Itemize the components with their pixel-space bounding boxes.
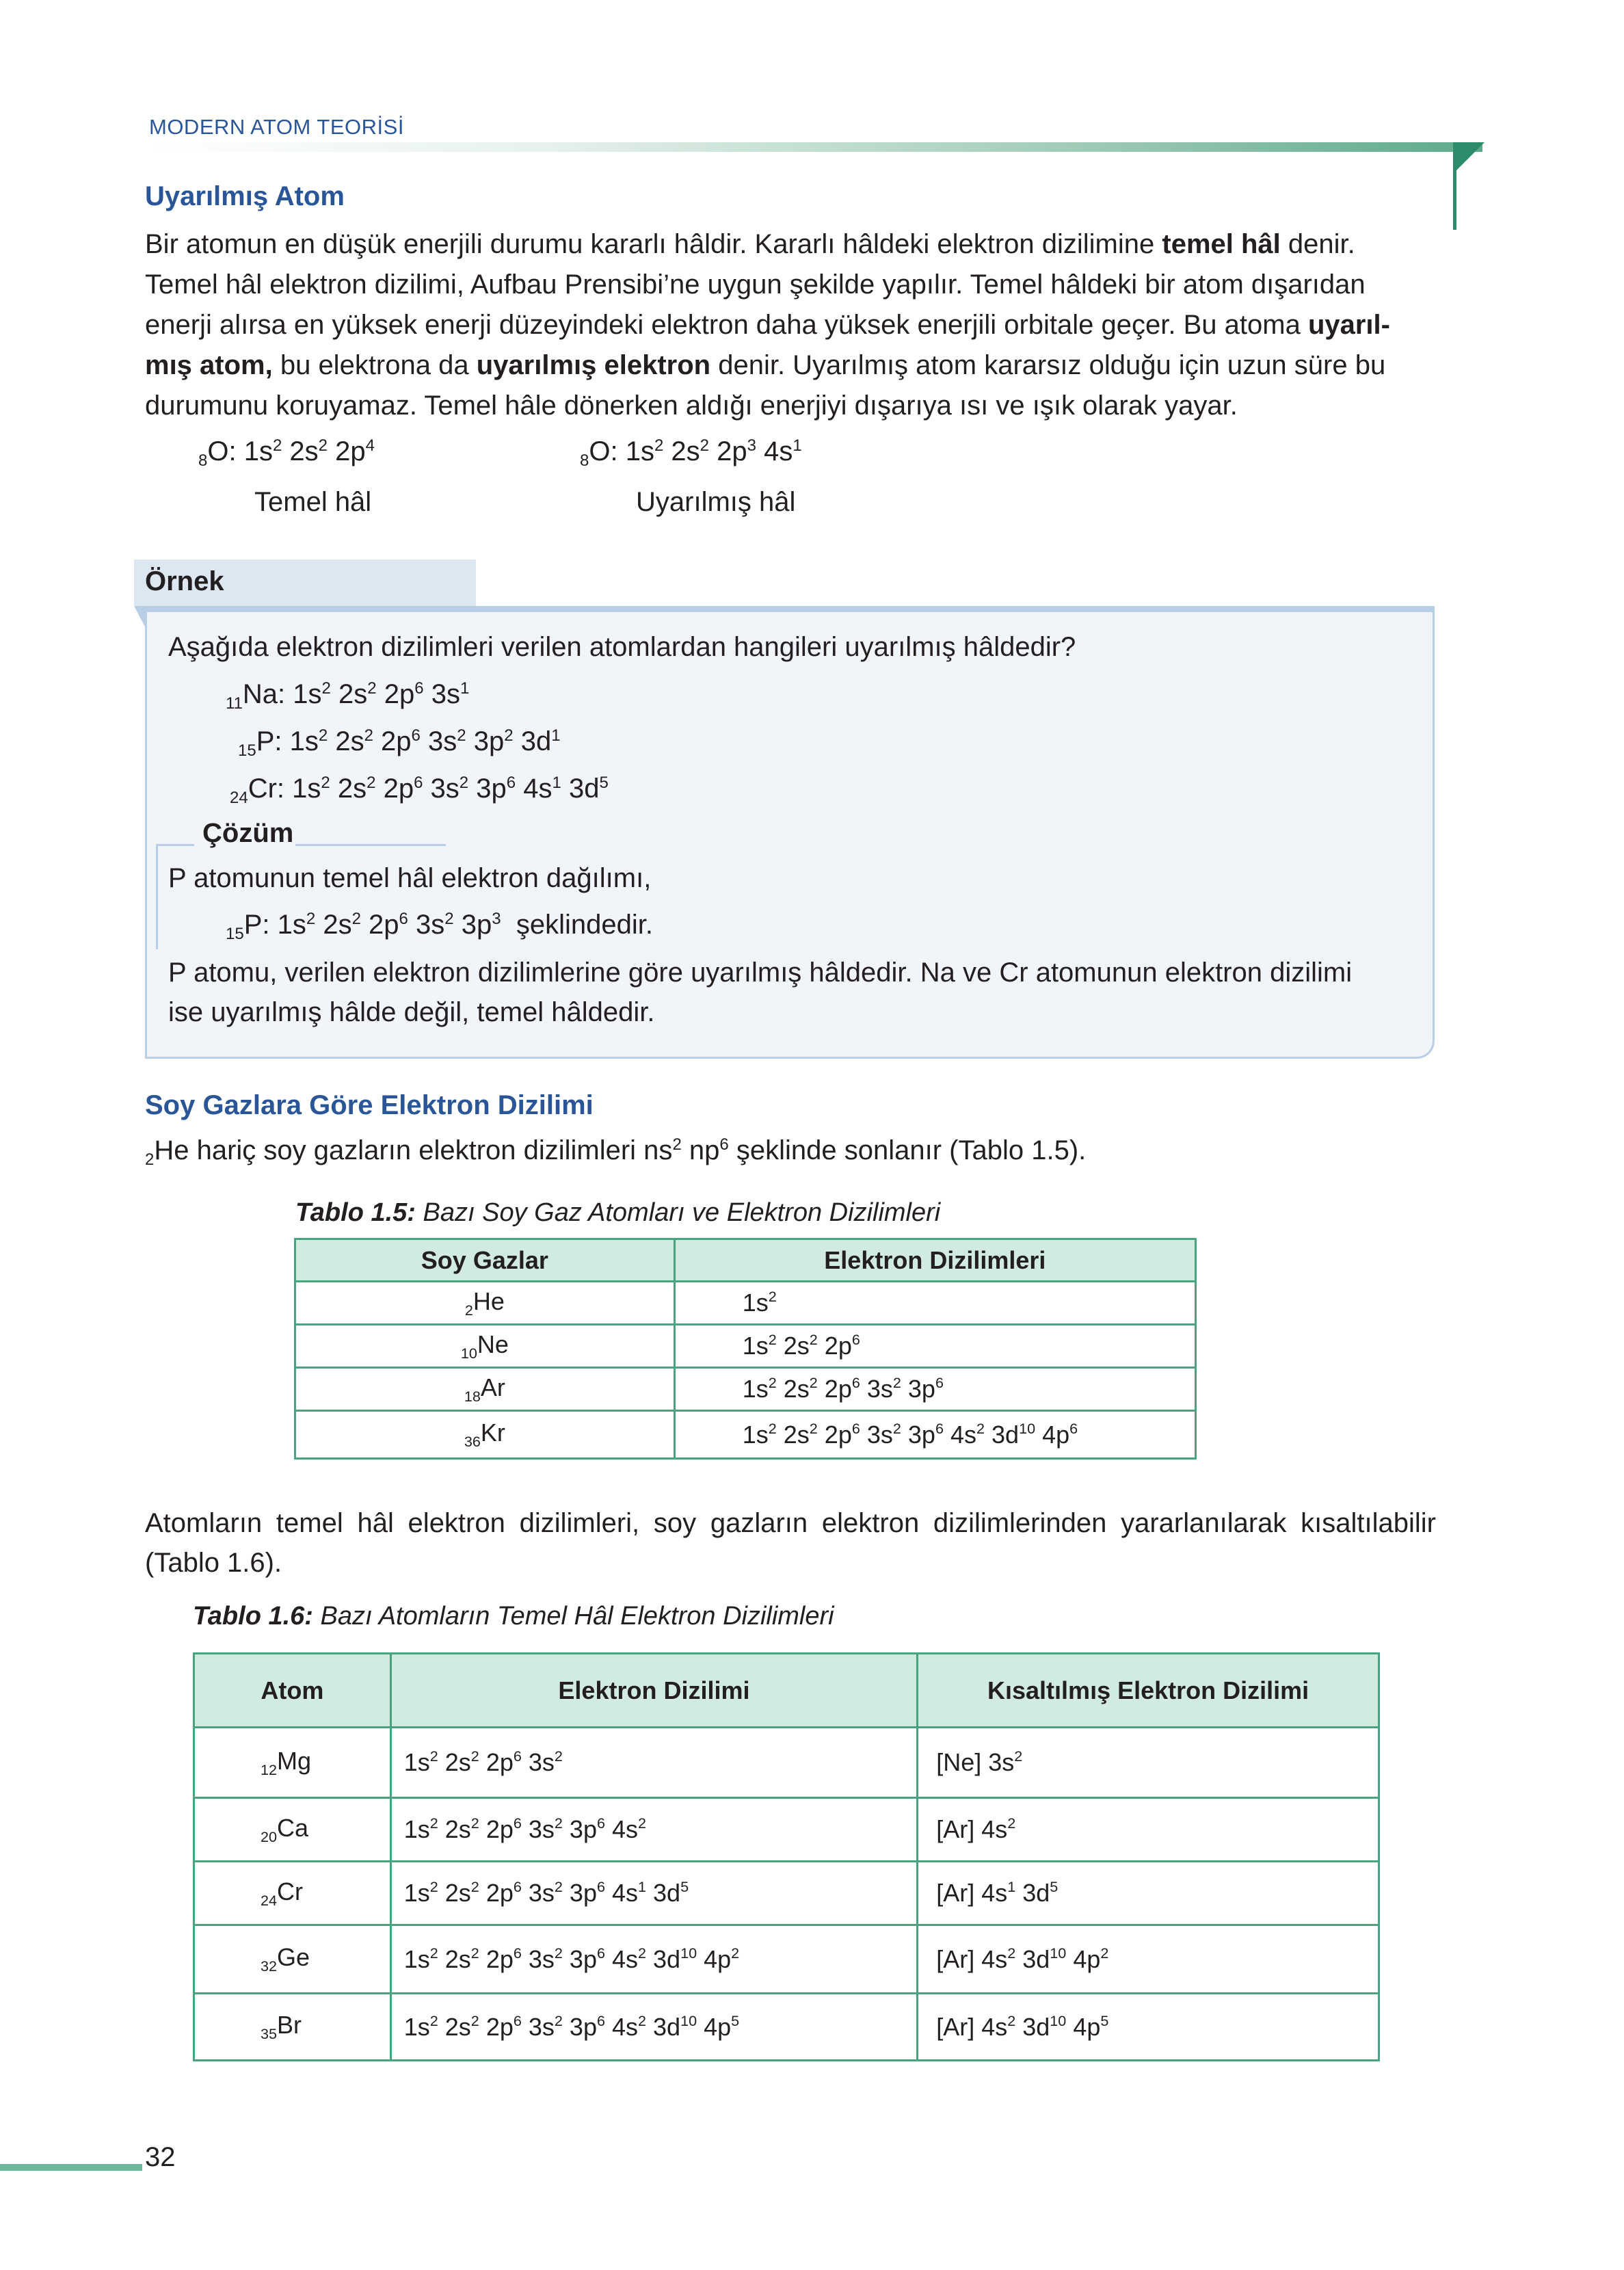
ground-state-label: Temel hâl xyxy=(254,487,372,517)
table-cell-atom: $_{35}$Br xyxy=(194,1994,391,2061)
table-row xyxy=(194,1994,1379,2061)
example-cr-config: $_{24}$Cr: $1s^2$ $2s^2$ $2p^6$ $3s^2$ $3p^6$ $4s^1$ $3d^5$ xyxy=(230,774,609,807)
table-cell-config: $1s^2$ $2s^2$ $2p^6$ xyxy=(674,1325,1195,1368)
table-cell-short-config: [Ar] $4s^2$ xyxy=(918,1798,1379,1862)
table-row xyxy=(194,1728,1379,1798)
excited-atom-paragraph xyxy=(145,224,1436,426)
table-cell-config: $1s^2$ $2s^2$ $2p^6$ $3s^2$ xyxy=(390,1728,917,1798)
table-cell-atom: $_2$He xyxy=(295,1282,675,1325)
solution-rule-right xyxy=(295,844,446,846)
example-p-config: $_{15}$P: $1s^2$ $2s^2$ $2p^6$ $3s^2$ $3p^2$ $3d^1$ xyxy=(238,726,561,760)
para-line: durumunu koruyamaz. Temel hâle dönerken aldığı enerjiyi dışarıya ısı ve ışık olarak yayar. xyxy=(145,391,1238,421)
table-row xyxy=(194,1925,1379,1994)
table-cell-atom: $_{32}$Ge xyxy=(194,1925,391,1994)
solution-rule-left xyxy=(156,844,194,846)
table-row xyxy=(295,1325,1196,1368)
solution-line-3: P atomu, verilen elektron dizilimlerine göre uyarılmış hâldedir. Na ve Cr atomunun elektron dizilimi xyxy=(168,958,1353,988)
table15-caption: Tablo 1.5: Bazı Soy Gaz Atomları ve Elektron Dizilimleri xyxy=(295,1198,941,1227)
excited-state-label: Uyarılmış hâl xyxy=(636,487,796,517)
table-row xyxy=(295,1411,1196,1459)
oxygen-ground-config: $_8$O: $1s^2$ $2s^2$ $2p^4$ xyxy=(198,436,375,470)
table-header-row xyxy=(295,1239,1196,1282)
table-cell-config: $1s^2$ $2s^2$ $2p^6$ $3s^2$ $3p^6$ xyxy=(674,1368,1195,1411)
middle-paragraph xyxy=(145,1503,1436,1583)
table16-caption: Tablo 1.6: Bazı Atomların Temel Hâl Elektron Dizilimleri xyxy=(193,1602,834,1631)
example-question: Aşağıda elektron dizilimleri verilen atomlardan hangileri uyarılmış hâldedir? xyxy=(168,632,1076,662)
table-cell-short-config: [Ar] $4s^2$ $3d^{10}$ $4p^2$ xyxy=(918,1925,1379,1994)
column-header: Soy Gazlar xyxy=(295,1239,675,1282)
para-line: Temel hâl elektron dizilimi, Aufbau Prensibi’ne uygun şekilde yapılır. Temel hâldeki bir atom dışarıdan xyxy=(145,269,1366,300)
table-row xyxy=(194,1798,1379,1862)
table-row xyxy=(194,1862,1379,1925)
solution-line-4: ise uyarılmış hâlde değil, temel hâldedir. xyxy=(168,997,655,1027)
solution-line-1: P atomunun temel hâl elektron dağılımı, xyxy=(168,863,652,893)
page-number: 32 xyxy=(145,2142,176,2172)
column-header: Atom xyxy=(194,1654,391,1728)
footer-rule xyxy=(0,2164,142,2171)
example-box xyxy=(145,606,1435,1059)
table-cell-atom: $_{18}$Ar xyxy=(295,1368,675,1411)
table-cell-short-config: [Ne] $3s^2$ xyxy=(918,1728,1379,1798)
table-cell-config: $1s^2$ $2s^2$ $2p^6$ $3s^2$ $3p^6$ $4s^2$ xyxy=(390,1798,917,1862)
example-title: Örnek xyxy=(145,566,224,596)
table-cell-config: $1s^2$ $2s^2$ $2p^6$ $3s^2$ $3p^6$ $4s^2$ $3d^{10}$ $4p^6$ xyxy=(674,1411,1195,1459)
para-line: mış atom, bu elektrona da uyarılmış elektron denir. Uyarılmış atom kararsız olduğu için uzun süre bu xyxy=(145,350,1386,380)
table-cell-atom: $_{36}$Kr xyxy=(295,1411,675,1459)
solution-rule-vertical xyxy=(156,844,158,949)
table-cell-config: $1s^2$ $2s^2$ $2p^6$ $3s^2$ $3p^6$ $4s^2$ $3d^{10}$ $4p^2$ xyxy=(390,1925,917,1994)
table-cell-short-config: [Ar] $4s^2$ $3d^{10}$ $4p^5$ xyxy=(918,1994,1379,2061)
table-cell-short-config: [Ar] $4s^1$ $3d^5$ xyxy=(918,1862,1379,1925)
atom-config-table xyxy=(193,1652,1380,2061)
chapter-header: MODERN ATOM TEORİSİ xyxy=(149,115,404,139)
para-line: Atomların temel hâl elektron dizilimleri, soy gazların elektron dizilimlerinden yararlanılarak kısaltılabilir xyxy=(145,1508,1436,1538)
table-header-row xyxy=(194,1654,1379,1728)
table-cell-config: $1s^2$ $2s^2$ $2p^6$ $3s^2$ $3p^6$ $4s^2$ $3d^{10}$ $4p^5$ xyxy=(390,1994,917,2061)
para-line: Bir atomun en düşük enerjili durumu kararlı hâldir. Kararlı hâldeki elektron dizilimine temel hâl denir. xyxy=(145,229,1355,259)
noble-gas-table xyxy=(294,1238,1197,1460)
header-rule xyxy=(149,142,1482,152)
solution-title: Çözüm xyxy=(202,818,294,848)
para-line: (Tablo 1.6). xyxy=(145,1548,282,1578)
column-header: Elektron Dizilimleri xyxy=(674,1239,1195,1282)
solution-p-ground-config: $_{15}$P: $1s^2$ $2s^2$ $2p^6$ $3s^2$ $3p^3$ şeklindedir. xyxy=(226,910,653,943)
table-row xyxy=(295,1368,1196,1411)
table-cell-config: $1s^2$ xyxy=(674,1282,1195,1325)
para-line: enerji alırsa en yüksek enerji düzeyindeki elektron daha yüksek enerjili orbitale geçer. Bu atoma uyarıl- xyxy=(145,310,1390,340)
section-heading-noble-gas: Soy Gazlara Göre Elektron Dizilimi xyxy=(145,1090,594,1120)
table-cell-atom: $_{20}$Ca xyxy=(194,1798,391,1862)
oxygen-excited-config: $_8$O: $1s^2$ $2s^2$ $2p^3$ $4s^1$ xyxy=(580,436,802,470)
noble-gas-intro: $_2$He hariç soy gazların elektron dizilimleri $ns^2$ $np^6$ şeklinde sonlanır (Tablo 1.5). xyxy=(145,1135,1087,1169)
column-header: Kısaltılmış Elektron Dizilimi xyxy=(918,1654,1379,1728)
column-header: Elektron Dizilimi xyxy=(390,1654,917,1728)
table-cell-atom: $_{12}$Mg xyxy=(194,1728,391,1798)
table-cell-atom: $_{24}$Cr xyxy=(194,1862,391,1925)
table-row xyxy=(295,1282,1196,1325)
table-cell-config: $1s^2$ $2s^2$ $2p^6$ $3s^2$ $3p^6$ $4s^1$ $3d^5$ xyxy=(390,1862,917,1925)
table-cell-atom: $_{10}$Ne xyxy=(295,1325,675,1368)
example-na-config: $_{11}$Na: $1s^2$ $2s^2$ $2p^6$ $3s^1$ xyxy=(226,679,470,713)
section-heading-excited-atom: Uyarılmış Atom xyxy=(145,181,345,211)
